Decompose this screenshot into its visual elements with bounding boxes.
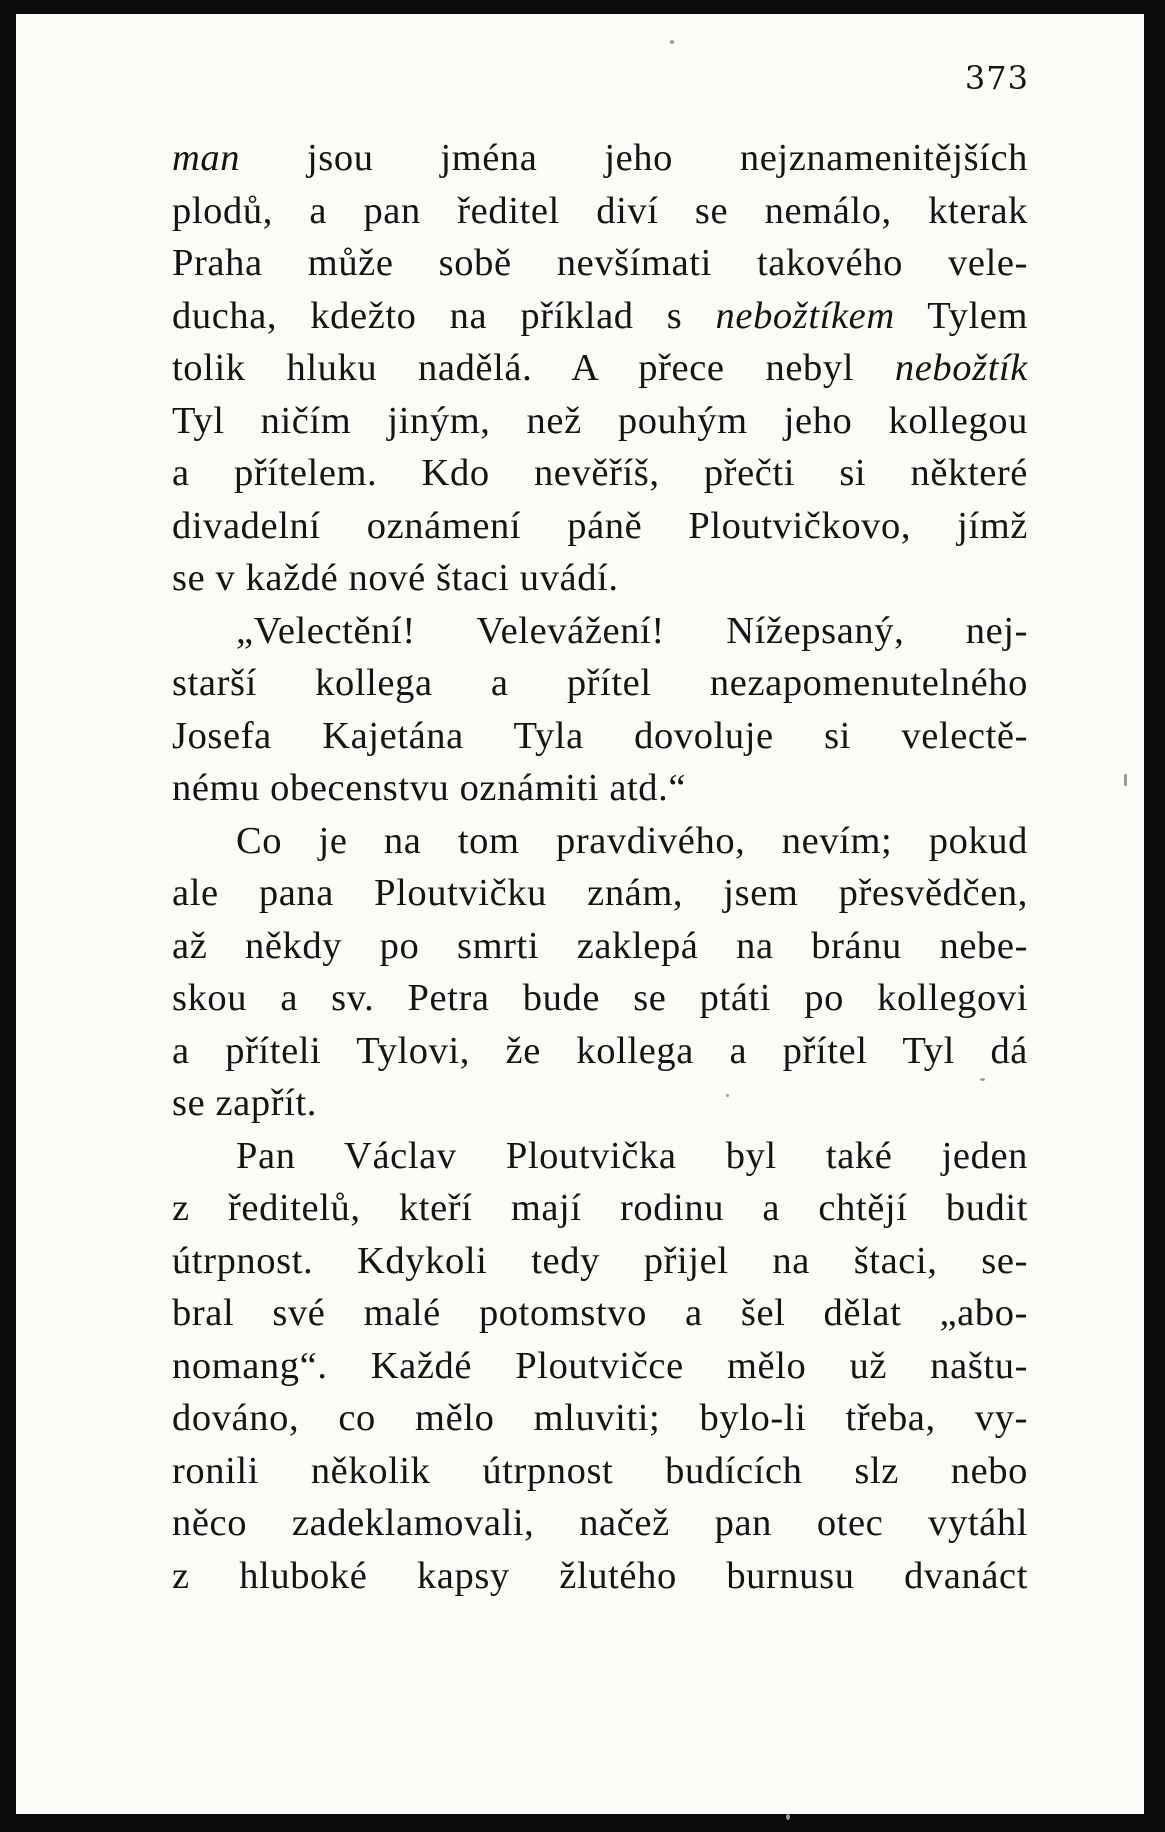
text-segment: Praha může sobě nevšímati takového vele- bbox=[172, 242, 1028, 284]
text-line bbox=[172, 1550, 1028, 1603]
text-segment: až někdy po smrti zaklepá na bránu nebe- bbox=[172, 924, 1028, 967]
text-line bbox=[172, 605, 1028, 658]
text-line bbox=[172, 1077, 1028, 1130]
text-segment: Josefa Kajetána Tyla dovoluje si velectě- bbox=[172, 714, 1028, 757]
text-line bbox=[172, 1340, 1028, 1393]
page-speck bbox=[980, 1078, 985, 1081]
text-line bbox=[172, 395, 1028, 448]
page-speck bbox=[1124, 774, 1127, 786]
page-number: 373 bbox=[964, 59, 1029, 97]
text-segment: Pan Václav Ploutvička byl také jeden bbox=[236, 1134, 1028, 1177]
text-segment: bral své malé potomstvo a šel dělat „abo- bbox=[172, 1292, 1028, 1334]
text-segment: ale pana Ploutvičku znám, jsem přesvědčen, bbox=[172, 872, 1028, 914]
italic-text-segment: man bbox=[172, 137, 241, 179]
text-segment: plodů, a pan ředitel diví se nemálo, kterak bbox=[172, 189, 1028, 232]
page-speck bbox=[726, 1094, 729, 1097]
text-segment: Tyl ničím jiným, než pouhým jeho kollegou bbox=[172, 399, 1028, 442]
text-line bbox=[172, 342, 1028, 395]
text-line bbox=[172, 657, 1028, 710]
text-segment: Tylem bbox=[894, 294, 1028, 337]
text-segment: z ředitelů, kteří mají rodinu a chtějí budit bbox=[172, 1187, 1028, 1229]
text-line bbox=[172, 972, 1028, 1025]
text-line bbox=[172, 1497, 1028, 1550]
text-line bbox=[172, 1445, 1028, 1498]
text-segment: jsou jména jeho nejznamenitějších bbox=[240, 137, 1028, 179]
text-line bbox=[172, 762, 1028, 815]
text-line bbox=[172, 920, 1028, 973]
text-line bbox=[172, 1025, 1028, 1078]
body-text bbox=[172, 132, 1028, 1602]
text-line bbox=[172, 500, 1028, 553]
text-line bbox=[172, 132, 1028, 185]
book-page bbox=[16, 14, 1144, 1814]
text-line bbox=[172, 867, 1028, 920]
text-segment: ronili několik útrpnost budících slz nebo bbox=[172, 1449, 1028, 1492]
text-line bbox=[172, 815, 1028, 868]
text-segment: „Velectění! Velevážení! Nížepsaný, nej- bbox=[236, 609, 1028, 652]
text-segment: skou a sv. Petra bude se ptáti po kollegovi bbox=[172, 977, 1028, 1019]
text-line bbox=[172, 552, 1028, 605]
text-segment: divadelní oznámení páně Ploutvičkovo, jímž bbox=[172, 504, 1028, 547]
text-segment: útrpnost. Kdykoli tedy přijel na štaci, se- bbox=[172, 1239, 1028, 1282]
page-speck bbox=[670, 40, 674, 44]
text-segment: starší kollega a přítel nezapomenutelného bbox=[172, 662, 1028, 704]
text-segment: Co je na tom pravdivého, nevím; pokud bbox=[236, 819, 1028, 862]
text-segment: a přítelem. Kdo nevěříš, přečti si některé bbox=[172, 452, 1028, 494]
text-segment: z hluboké kapsy žlutého burnusu dvanáct bbox=[172, 1554, 1028, 1597]
text-segment: se v každé nové štaci uvádí. bbox=[172, 557, 619, 599]
text-segment: nému obecenstvu oznámiti atd.“ bbox=[172, 767, 687, 809]
text-line bbox=[172, 185, 1028, 238]
text-line bbox=[172, 290, 1028, 343]
italic-text-segment: nebožtíkem bbox=[715, 294, 895, 337]
text-line bbox=[172, 1235, 1028, 1288]
text-line bbox=[172, 1182, 1028, 1235]
text-line bbox=[172, 237, 1028, 290]
text-segment: se zapřít. bbox=[172, 1082, 317, 1124]
italic-text-segment: nebožtík bbox=[894, 347, 1028, 389]
text-line bbox=[172, 1130, 1028, 1183]
text-segment: tolik hluku nadělá. A přece nebyl bbox=[172, 347, 895, 389]
text-segment: ducha, kdežto na příklad s bbox=[172, 294, 716, 337]
text-segment: něco zadeklamovali, načež pan otec vytáhl bbox=[172, 1502, 1028, 1544]
text-segment: a příteli Tylovi, že kollega a přítel Tyl dá bbox=[172, 1029, 1028, 1072]
text-line bbox=[172, 710, 1028, 763]
text-line bbox=[172, 1392, 1028, 1445]
page-speck bbox=[786, 1814, 790, 1820]
text-segment: dováno, co mělo mluviti; bylo-li třeba, vy- bbox=[172, 1397, 1028, 1439]
text-line bbox=[172, 447, 1028, 500]
text-segment: nomang“. Každé Ploutvičce mělo už naštu- bbox=[172, 1344, 1028, 1387]
text-line bbox=[172, 1287, 1028, 1340]
